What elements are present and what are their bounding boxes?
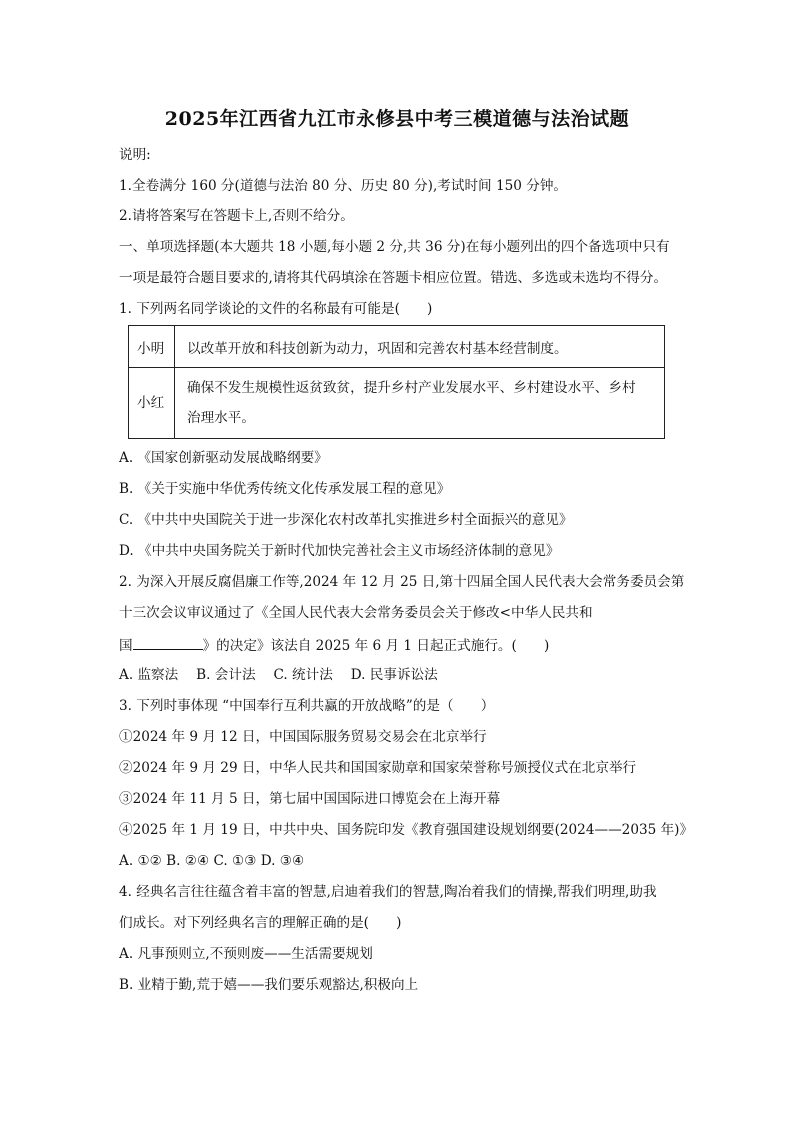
q2-stem-line-2: 十三次会议审议通过了《全国人民代表大会常务委员会关于修改<中华人民共和 — [119, 605, 593, 621]
q4-option-a: A. 凡事预则立,不预则废——生活需要规划 — [119, 946, 373, 962]
speaker-statement: 以改革开放和科技创新为动力，巩固和完善农村基本经营制度。 — [175, 326, 665, 368]
q3-item-4: ④2025 年 1 月 19 日，中共中央、国务院印发《教育强国建设规划纲要(2024——2035 年)》 — [119, 822, 694, 838]
fill-in-blank — [133, 635, 203, 650]
q3-options: A. ①② B. ②④ C. ①③ D. ③④ — [119, 853, 305, 869]
q4-stem-line-2: 们成长。对下列经典名言的理解正确的是( ) — [119, 915, 402, 931]
q3-stem: 3. 下列时事体现 “中国奉行互利共赢的开放战略”的是（ ） — [119, 698, 495, 714]
q4-stem-line-1: 4. 经典名言往往蕴含着丰富的智慧,启迪着我们的智慧,陶冶着我们的情操,帮我们明理,助我 — [119, 884, 657, 900]
speaker-statement: 确保不发生规模性返贫致贫，提升乡村产业发展水平、乡村建设水平、乡村 治理水平。 — [175, 368, 665, 439]
section-instruction-line-2: 一项是最符合题目要求的,请将其代码填涂在答题卡相应位置。错选、多选或未选均不得分。 — [119, 270, 668, 286]
intro-note-1: 1.全卷满分 160 分(道德与法治 80 分、历史 80 分),考试时间 150 分钟。 — [119, 178, 568, 194]
q3-item-2: ②2024 年 9 月 29 日，中华人民共和国国家勋章和国家荣誉称号颁授仪式在北京举行 — [119, 760, 637, 776]
speaker-name: 小红 — [129, 368, 175, 439]
q1-dialogue-table — [128, 325, 665, 439]
q4-option-b: B. 业精于勤,荒于嬉——我们要乐观豁达,积极向上 — [119, 977, 419, 993]
q3-item-1: ①2024 年 9 月 12 日，中国国际服务贸易交易会在北京举行 — [119, 729, 487, 745]
q1-stem: 1. 下列两名同学谈论的文件的名称最有可能是( ) — [119, 301, 433, 317]
speaker-name: 小明 — [129, 326, 175, 368]
q2-stem-line-1: 2. 为深入开展反腐倡廉工作等,2024 年 12 月 25 日,第十四届全国人民代表大会常务委员会第 — [119, 574, 685, 590]
q1-option-d: D. 《中共中央国务院关于新时代加快完善社会主义市场经济体制的意见》 — [119, 543, 560, 559]
q1-option-a: A. 《国家创新驱动发展战略纲要》 — [119, 450, 328, 466]
q1-option-b: B. 《关于实施中华优秀传统文化传承发展工程的意见》 — [119, 481, 451, 497]
exam-title: 2025年江西省九江市永修县中考三模道德与法治试题 — [164, 108, 630, 130]
q3-item-3: ③2024 年 11 月 5 日，第七届中国国际进口博览会在上海开幕 — [119, 791, 501, 807]
section-instruction-line-1: 一、单项选择题(本大题共 18 小题,每小题 2 分,共 36 分)在每小题列出的四个备选项中只有 — [119, 239, 670, 255]
table-row — [129, 326, 665, 368]
q1-option-c: C. 《中共中央国院关于进一步深化农村改革扎实推进乡村全面振兴的意见》 — [119, 512, 573, 528]
q2-options: A. 监察法 B. 会计法 C. 统计法 D. 民事诉讼法 — [119, 667, 438, 683]
table-row — [129, 368, 665, 439]
q2-stem-line-3: 国 》的决定》该法自 2025 年 6 月 1 日起正式施行。( ) — [119, 635, 549, 655]
intro-label: 说明: — [119, 147, 151, 163]
intro-note-2: 2.请将答案写在答题卡上,否则不给分。 — [119, 208, 354, 224]
